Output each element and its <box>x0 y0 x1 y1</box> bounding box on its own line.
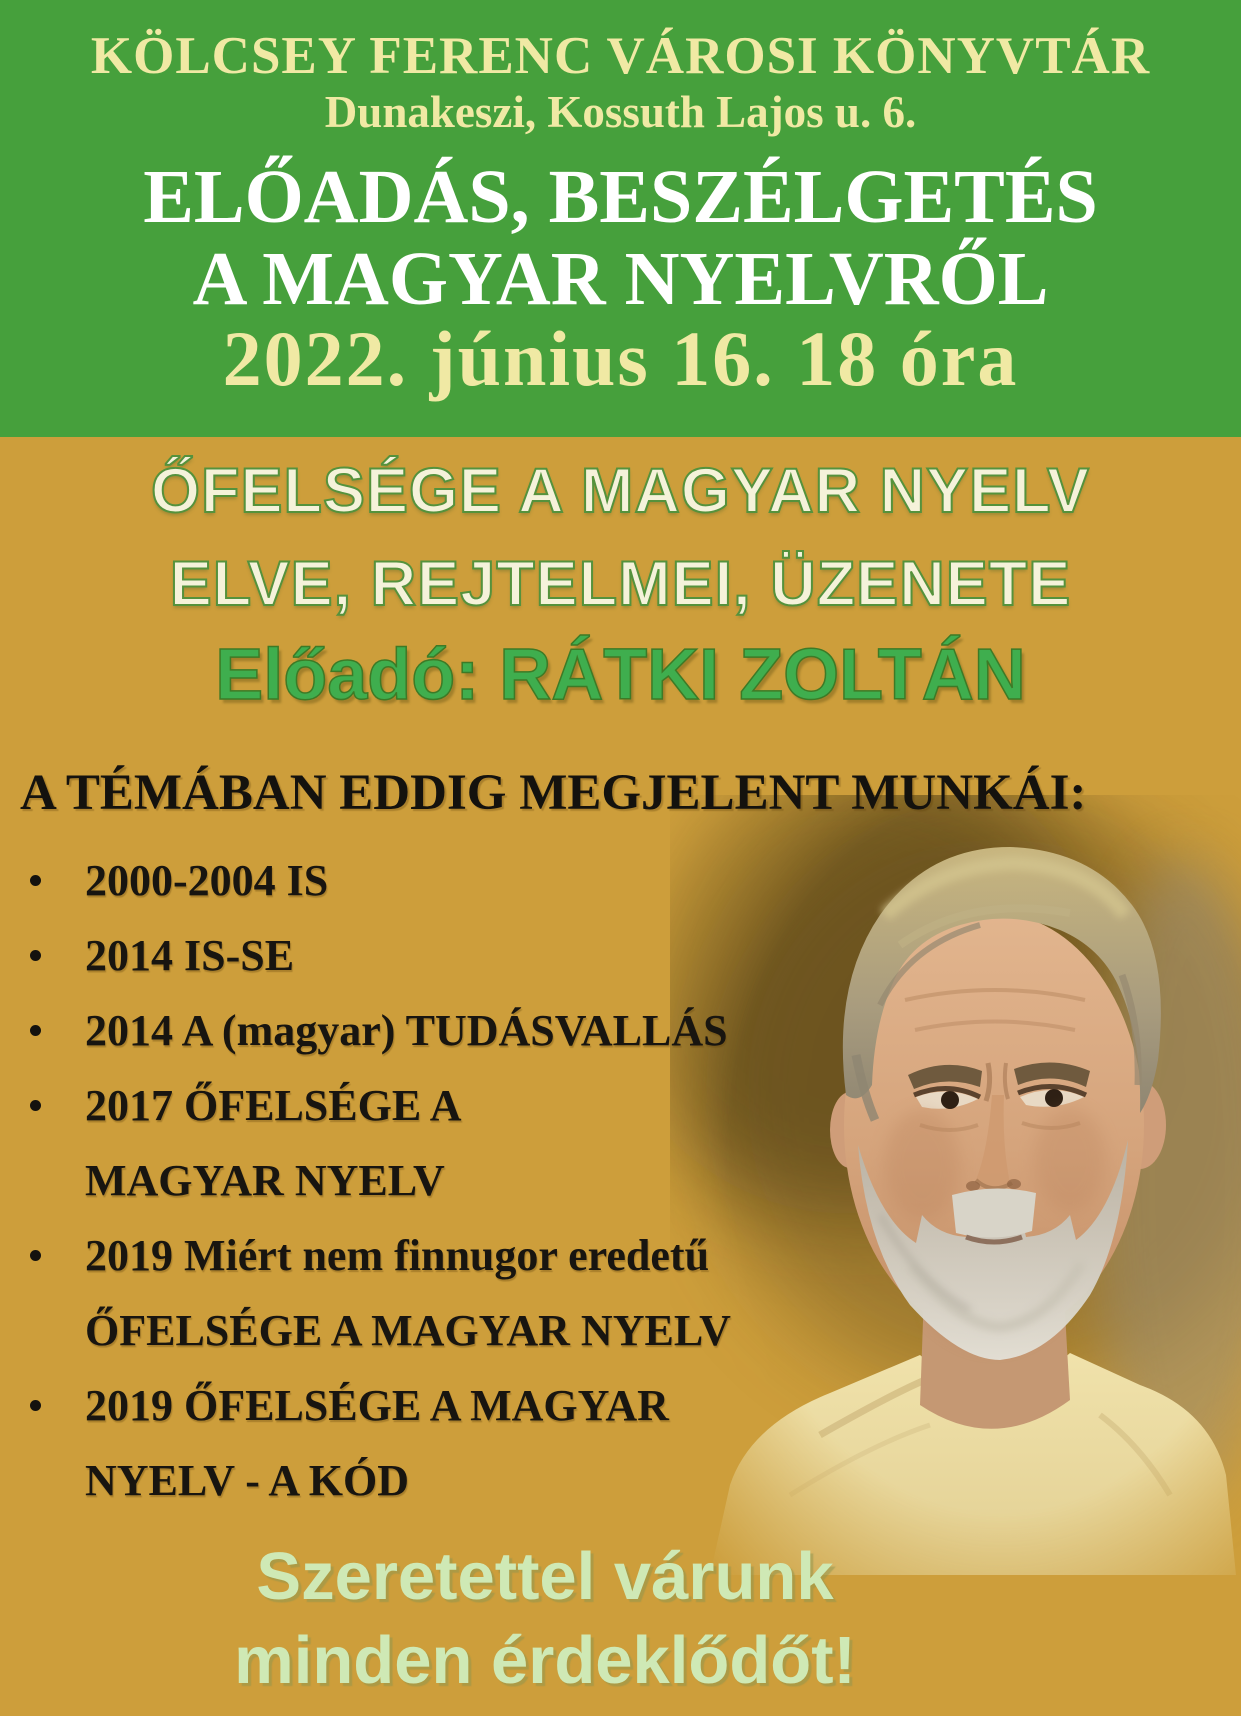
works-item-text: 2014 A (magyar) TUDÁSVALLÁS <box>85 1006 728 1055</box>
works-item-continuation <box>22 1443 802 1518</box>
presenter-line: Előadó: RÁTKI ZOLTÁN <box>215 635 1026 715</box>
works-item-text: 2019 ŐFELSÉGE A MAGYAR <box>85 1381 669 1430</box>
event-title-line2: A MAGYAR NYELVRŐL <box>192 237 1049 321</box>
works-item-text: NYELV - A KÓD <box>85 1456 409 1505</box>
works-item-text: 2017 ŐFELSÉGE A <box>85 1081 462 1130</box>
subject-line1: ŐFELSÉGE A MAGYAR NYELV <box>151 456 1090 526</box>
works-heading: A TÉMÁBAN EDDIG MEGJELENT MUNKÁI: <box>20 765 1087 821</box>
event-title-line1: ELŐADÁS, BESZÉLGETÉS <box>143 155 1098 239</box>
library-address: Dunakeszi, Kossuth Lajos u. 6. <box>324 87 917 137</box>
works-item-continuation <box>22 1293 802 1368</box>
works-item <box>22 1368 802 1443</box>
bullet-dot <box>30 1100 41 1111</box>
bullet-dot <box>30 950 41 961</box>
works-item-text: 2019 Miért nem finnugor eredetű <box>85 1231 710 1280</box>
bullet-dot <box>30 1025 41 1036</box>
bullet-dot <box>30 875 41 886</box>
works-list <box>22 843 802 1518</box>
closing-line1: Szeretettel várunk <box>256 1539 834 1614</box>
bullet-dot <box>30 1250 41 1261</box>
works-item-text: 2000-2004 IS <box>85 856 329 905</box>
works-item-text: ŐFELSÉGE A MAGYAR NYELV <box>85 1306 731 1355</box>
event-datetime: 2022. június 16. 18 óra <box>222 315 1019 402</box>
works-item <box>22 843 802 918</box>
library-name: KÖLCSEY FERENC VÁROSI KÖNYVTÁR <box>90 27 1151 85</box>
bullet-dot <box>30 1400 41 1411</box>
works-item <box>22 1218 802 1293</box>
subject-line2: ELVE, REJTELMEI, ÜZENETE <box>169 549 1072 619</box>
closing-line2: minden érdeklődőt! <box>234 1623 856 1698</box>
works-item-continuation <box>22 1143 802 1218</box>
works-item-text: 2014 IS-SE <box>85 931 295 980</box>
works-item-text: MAGYAR NYELV <box>85 1156 445 1205</box>
works-item <box>22 993 802 1068</box>
works-item <box>22 918 802 993</box>
works-item <box>22 1068 802 1143</box>
